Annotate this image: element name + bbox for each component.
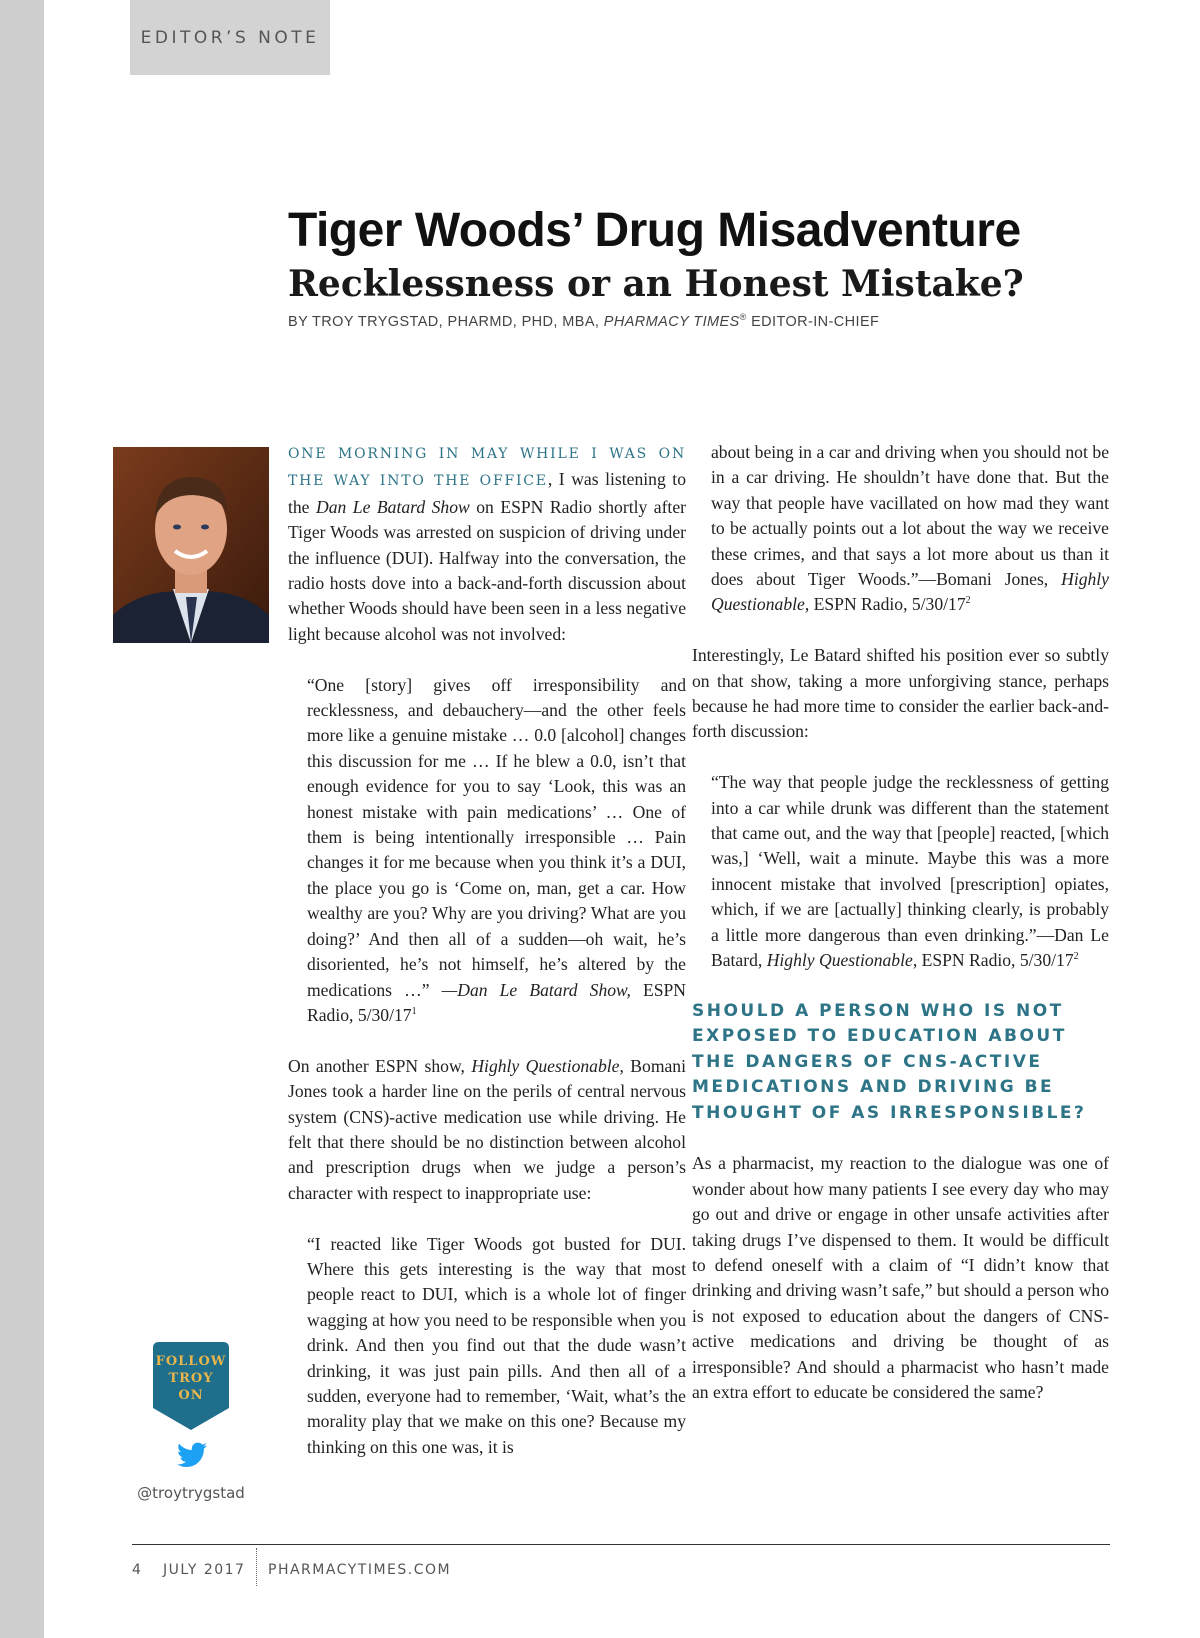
twitter-icon[interactable] bbox=[177, 1442, 207, 1468]
article-title: Tiger Woods’ Drug Misadventure bbox=[288, 204, 1021, 257]
paragraph-highly-questionable: On another ESPN show, Highly Questionable, Bomani Jones took a harder line on the perils of central nervous system (CNS)-active medication use while driving. He felt that there should be no distinction between alcohol and prescription drugs when we judge a person’s character with respect to inappropriate use: bbox=[288, 1055, 686, 1203]
section-subheading: SHOULD A PERSON WHO IS NOT EXPOSED TO EDUCATION ABOUT THE DANGERS OF CNS-ACTIVE MEDICATIONS AND DRIVING BE THOUGHT OF AS IRRESPONSIBLE? bbox=[692, 1000, 1087, 1123]
intro-paragraph: ONE MORNING IN MAY WHILE I WAS ON THE WAY INTO THE OFFICE, I was listening to the Dan Le Batard Show on ESPN Radio shortly after Tiger Woods was arrested on suspicion of driving under the influence (DUI). Halfway into the conversation, the radio hosts dove into a back-and-forth discussion about whether Woods should have been seen in a less negative light because alcohol was not involved: bbox=[288, 446, 686, 644]
paragraph-interestingly: Interestingly, Le Batard shifted his position ever so subtly on that show, taking a more unforgiving stance, perhaps because he had more time to consider the earlier back-and-forth discussion: bbox=[692, 645, 1109, 742]
section-label: EDITOR’S NOTE bbox=[130, 0, 330, 75]
article-subtitle: Recklessness or an Honest Mistake? bbox=[288, 263, 1024, 305]
lede: ONE MORNING IN MAY WHILE I WAS ON THE WAY INTO THE OFFICE bbox=[288, 446, 686, 490]
quote-bomani-jones: “I reacted like Tiger Woods got busted for DUI. Where this gets interesting is the way that most people react to DUI, which is a whole lot of finger wagging at how you need to be responsible when you drink. And then you find out that the dude wasn’t drinking, it was just pain pills. And then all of a sudden, everyone had to remember, ‘Wait, what’s the morality play that we make on this one? Because my thinking on this one was, it is bbox=[307, 1233, 686, 1457]
left-margin-bar bbox=[0, 0, 44, 1638]
article-column-2 bbox=[692, 440, 1109, 1431]
byline: BY TROY TRYGSTAD, PHARMD, PHD, MBA, PHARMACY TIMES® EDITOR-IN-CHIEF bbox=[288, 312, 880, 330]
twitter-handle[interactable]: @troytrygstad bbox=[137, 1484, 245, 1502]
quote-le-batard-2: “The way that people judge the recklessness of getting into a car while drunk was different than the statement that came out, and the way that [people] reacted, [which was,] ‘Well, wait a minute. Maybe this was a more innocent mistake that involved [prescription] opiates, which, if we are [actually] thinking clearly, is probably a little more dangerous than even drinking.”—Dan Le Batard, Highly Questionable, ESPN Radio, $5/30/17^2$ bbox=[711, 772, 1109, 971]
page-number: 4 bbox=[132, 1562, 141, 1578]
footer-divider bbox=[256, 1548, 257, 1586]
issue-date: JULY 2017 bbox=[163, 1562, 246, 1578]
site-url[interactable]: PHARMACYTIMES.COM bbox=[268, 1562, 452, 1578]
article-column-1 bbox=[288, 440, 686, 1486]
author-photo bbox=[113, 447, 269, 643]
footer-rule bbox=[132, 1544, 1110, 1545]
paragraph-pharmacist: As a pharmacist, my reaction to the dialogue was one of wonder about how many patients I see every day who may go out and drive or engage in other unsafe activities after taking drugs I’ve dispensed to them. It would be difficult to defend oneself with a claim of “I didn’t know that drinking and driving wasn’t safe,” but should a person who is not exposed to education about the dangers of CNS-active medications and driving be thought of as irresponsible? And should a pharmacist who hasn’t made an extra effort to educate be considered the same? bbox=[692, 1153, 1109, 1402]
quote-bomani-jones-continued: about being in a car and driving when you should not be in a car driving. He shouldn’t have done that. But the way that people have vacillated on how mad they want to be actually points out a lot about the way we receive these crimes, and that says a lot more about us than it does about Tiger Woods.”—Bomani Jones, Highly Questionable, ESPN Radio, $5/30/17^2$ bbox=[711, 442, 1109, 615]
quote-le-batard: “One [story] gives off irresponsibility and recklessness, and debauchery—and the other feels more like a genuine mistake … 0.0 [alcohol] changes this discussion for me … If he blew a 0.0, isn’t that enough evidence for you to say ‘Look, this was an honest mistake with pain medications’ … One of them is being intentionally irresponsible … Pain changes it for me because when you think it’s a DUI, the place you go is ‘Come on, man, get a car. How wealthy are you? Why are you driving? What are you doing?’ And then all of a sudden—oh wait, he’s disoriented, he’s not himself, he’s altered by the medications …” —Dan Le Batard Show, ESPN Radio, $5/30/17^1$ bbox=[307, 674, 686, 1025]
follow-text: FOLLOW TROY ON bbox=[155, 1354, 227, 1403]
